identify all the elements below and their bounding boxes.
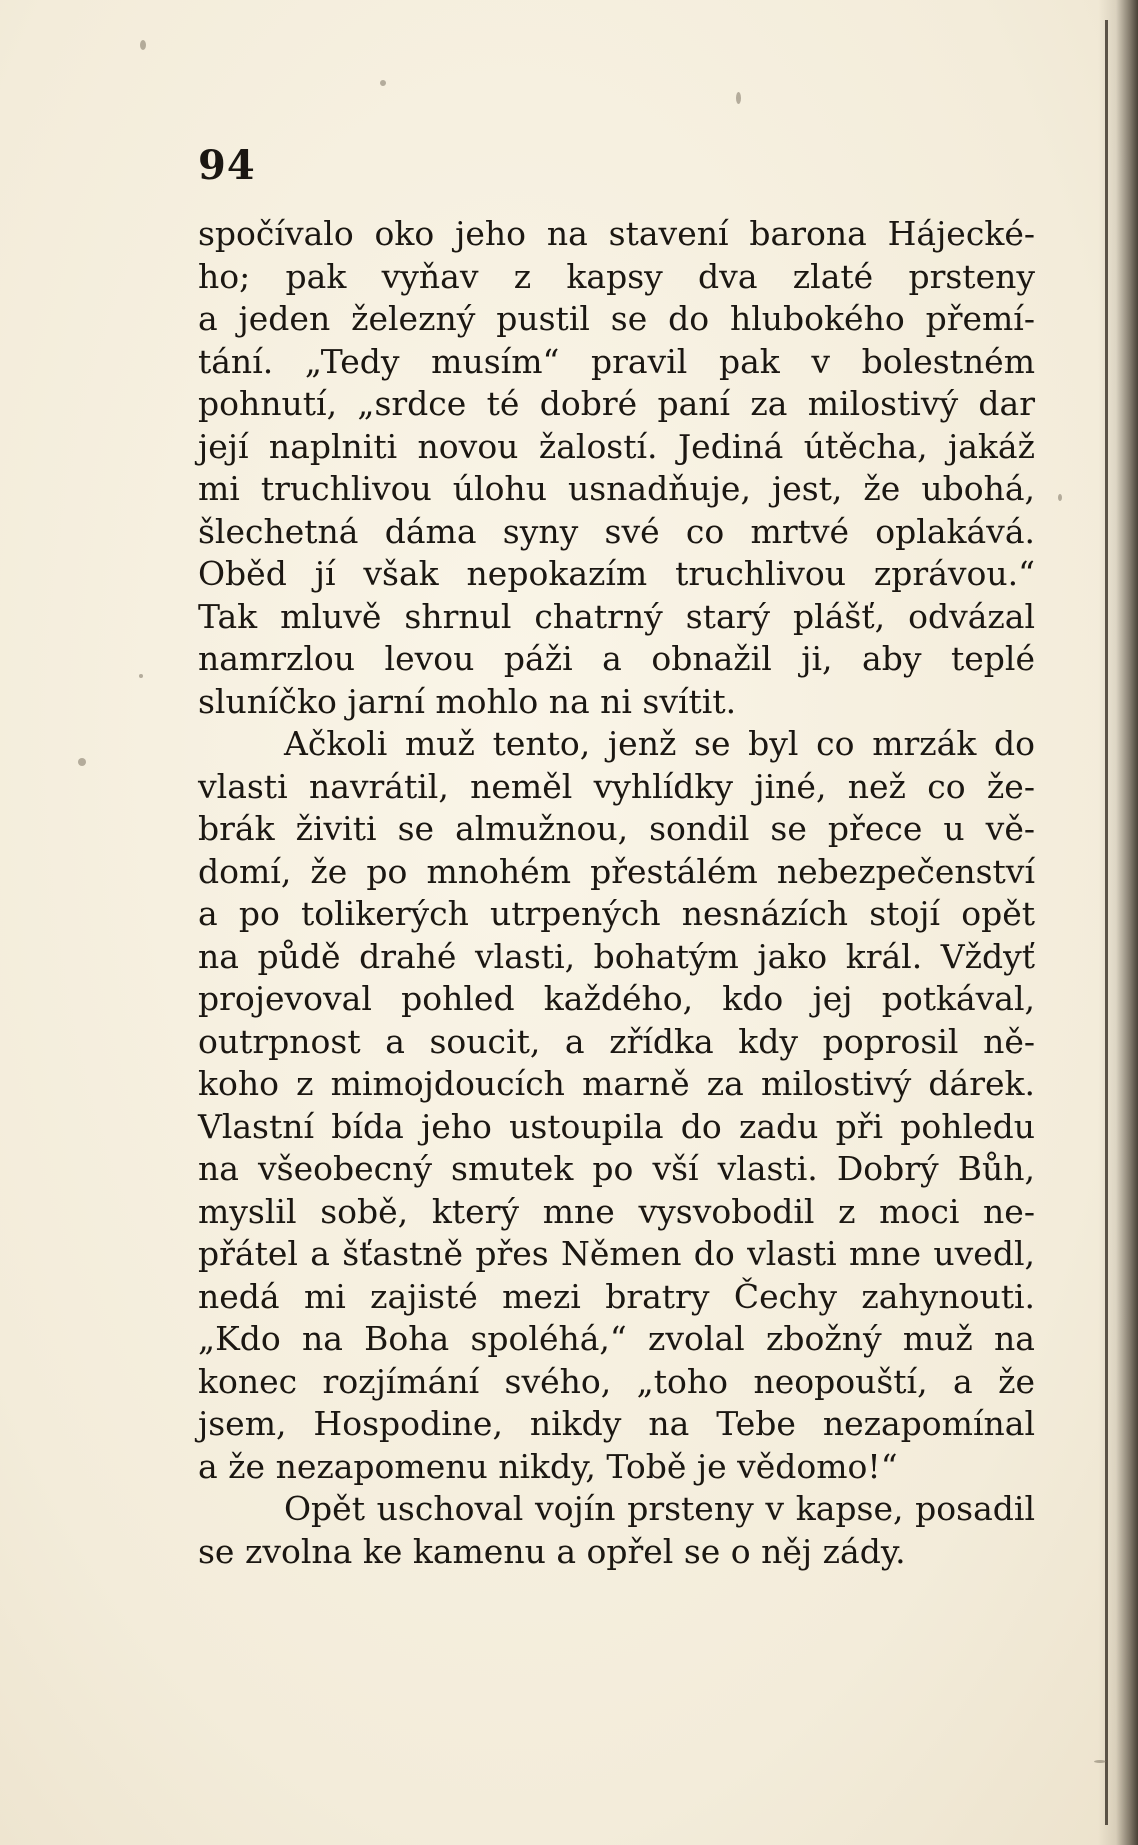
text-line: outrpnost a soucit, a zřídka kdy poprosil ně- <box>198 1021 1035 1061</box>
text-line: a jeden železný pustil se do hlubokého přemí- <box>198 299 1035 338</box>
paper-speck <box>140 40 146 50</box>
text-line: ho; pak vyňav z kapsy dva zlaté prsteny <box>198 256 1035 296</box>
text-line: konec rozjímání svého, „toho neopouští, a že <box>198 1361 1035 1401</box>
text-line: pohnutí, „srdce té dobré paní za milostivý dar <box>198 384 1035 423</box>
text-line: domí, že po mnohém přestálém nebezpečenství <box>198 851 1035 891</box>
text-line: na půdě drahé vlasti, bohatým jako král. Vždyť <box>198 936 1035 976</box>
text-line: sluníčko jarní mohlo na ni svítit. <box>198 681 737 721</box>
text-line: namrzlou levou páži a obnažil ji, aby teplé <box>198 639 1035 678</box>
paper-speck <box>1058 494 1062 501</box>
text-line: mi truchlivou úlohu usnadňuje, jest, že ubohá, <box>198 469 1035 508</box>
text-line: Tak mluvě shrnul chatrný starý plášť, odvázal <box>198 596 1035 636</box>
text-line: tání. „Tedy musím“ pravil pak v bolestném <box>198 341 1035 381</box>
text-line: jsem, Hospodine, nikdy na Tebe nezapomínal <box>198 1404 1035 1443</box>
body-text <box>198 213 1035 1573</box>
text-line: přátel a šťastně přes Němen do vlasti mne uvedl, <box>198 1234 1035 1273</box>
text-line: „Kdo na Boha spoléhá,“ zvolal zbožný muž na <box>198 1319 1035 1358</box>
text-line: myslil sobě, který mne vysvobodil z moci ne- <box>198 1191 1035 1231</box>
text-line: se zvolna ke kamenu a opřel se o něj zády. <box>198 1531 906 1571</box>
text-line: Opět uschoval vojín prsteny v kapse, posadil <box>284 1489 1035 1528</box>
text-line: Oběd jí však nepokazím truchlivou zprávou.“ <box>198 554 1035 593</box>
text-line: na všeobecný smutek po vší vlasti. Dobrý Bůh, <box>198 1149 1035 1188</box>
text-line: její naplniti novou žalostí. Jediná útěcha, jakáž <box>198 426 1035 466</box>
text-line: Vlastní bída jeho ustoupila do zadu při pohledu <box>198 1106 1035 1146</box>
text-line: projevoval pohled každého, kdo jej potkával, <box>198 979 1035 1018</box>
binding-edge <box>1105 20 1108 1825</box>
text-line: koho z mimojdoucích marně za milostivý dárek. <box>198 1064 1035 1103</box>
text-line: šlechetná dáma syny své co mrtvé oplakává. <box>198 511 1035 551</box>
text-line: brák živiti se almužnou, sondil se přece u vě- <box>198 809 1035 848</box>
text-line: spočívalo oko jeho na stavení barona Hájecké- <box>198 214 1035 253</box>
paper-speck <box>78 758 86 766</box>
paper-speck <box>380 80 386 86</box>
paper-speck <box>139 674 143 678</box>
text-line: Ačkoli muž tento, jenž se byl co mrzák do <box>284 724 1035 763</box>
text-line: nedá mi zajisté mezi bratry Čechy zahynouti. <box>198 1276 1035 1316</box>
paper-speck <box>736 92 741 104</box>
paper-speck <box>1094 1760 1106 1763</box>
text-line: a že nezapomenu nikdy, Tobě je vědomo!“ <box>198 1446 898 1486</box>
text-line: vlasti navrátil, neměl vyhlídky jiné, než co že- <box>198 766 1035 806</box>
text-line: a po tolikerých utrpených nesnázích stojí opět <box>198 894 1035 933</box>
page-number: 94 <box>198 142 256 189</box>
binding-shadow <box>1098 0 1138 1845</box>
